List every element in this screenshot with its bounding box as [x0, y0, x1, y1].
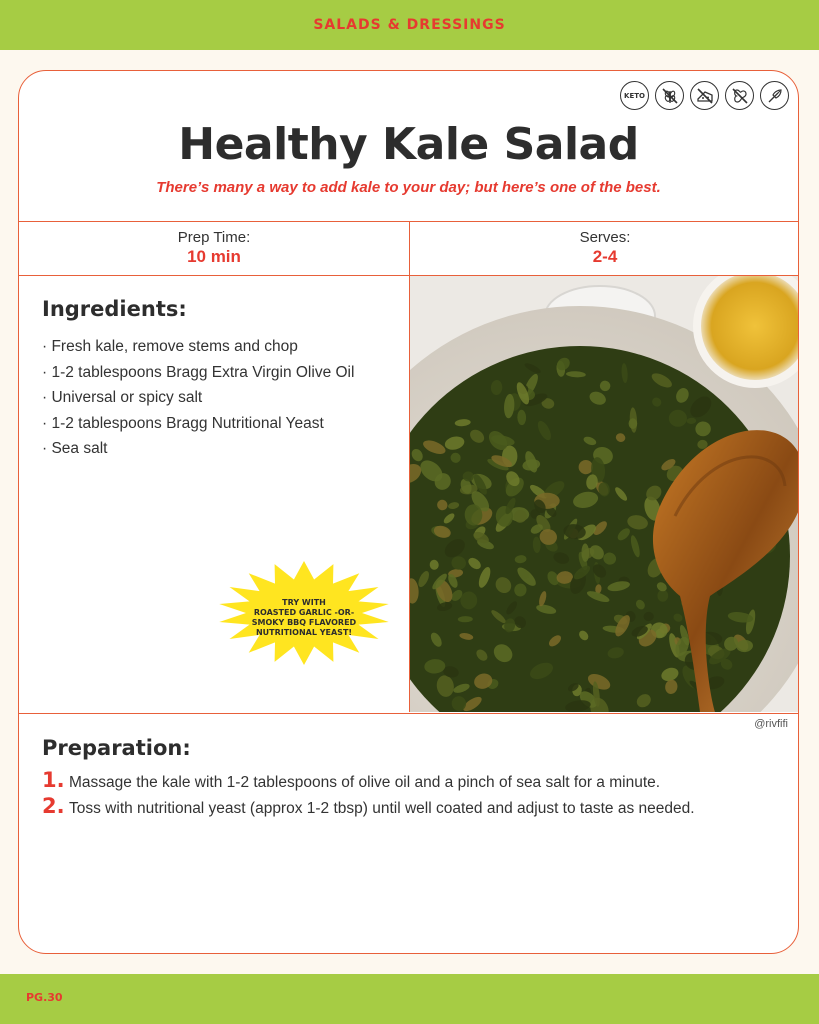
- tip-line: TRY WITH: [282, 598, 326, 607]
- recipe-subtitle: There’s many a way to add kale to your day; but here’s one of the best.: [156, 179, 661, 196]
- footer-band: [0, 974, 819, 1024]
- diet-icons: [620, 81, 789, 110]
- ingredient-item: · Fresh kale, remove stems and chop: [42, 338, 298, 355]
- peanut-free-icon: [725, 81, 754, 110]
- prep-time-label: Prep Time:: [177, 229, 251, 246]
- keto-label: KETO: [624, 91, 645, 100]
- ingredient-item: · 1-2 tablespoons Bragg Nutritional Yeast: [42, 414, 324, 432]
- ingredient-item: · Sea salt: [42, 440, 108, 457]
- recipe-title: Healthy Kale Salad: [178, 119, 639, 170]
- tip-line: SMOKY BBQ FLAVORED: [251, 618, 357, 627]
- prep-time: [19, 229, 409, 267]
- preparation-heading: Preparation:: [42, 736, 191, 760]
- prep-step: [42, 794, 695, 818]
- photo-credit: @rivfifi: [754, 718, 788, 730]
- gluten-free-icon: [655, 81, 684, 110]
- step-number: 2.: [42, 794, 65, 818]
- vegan-icon: [760, 81, 789, 110]
- kale-salad-photo: [410, 276, 799, 712]
- ingredients-heading: Ingredients:: [42, 297, 187, 321]
- keto-icon: [620, 81, 649, 110]
- ingredient-item: · Universal or spicy salt: [42, 389, 203, 406]
- tip-text: [215, 598, 393, 638]
- prep-step: [42, 768, 660, 792]
- prep-time-value: 10 min: [187, 247, 241, 266]
- serves-label: Serves:: [579, 229, 631, 246]
- ingredient-item: · 1-2 tablespoons Bragg Extra Virgin Olive Oil: [42, 363, 355, 381]
- recipe-card: [18, 70, 799, 954]
- servings: [410, 229, 799, 267]
- section-title: SALADS & DRESSINGS: [313, 17, 506, 33]
- step-text: Massage the kale with 1-2 tablespoons of olive oil and a pinch of sea salt for a minute.: [69, 774, 661, 791]
- tip-line: ROASTED GARLIC -OR-: [253, 608, 355, 617]
- step-text: Toss with nutritional yeast (approx 1-2 tbsp) until well coated and adjust to taste as needed.: [69, 800, 695, 817]
- tip-line: NUTRITIONAL YEAST!: [255, 628, 353, 637]
- ingredients-list: [42, 334, 354, 462]
- dairy-free-icon: [690, 81, 719, 110]
- serves-value: 2-4: [592, 247, 618, 266]
- divider-bottom: [19, 713, 798, 714]
- page-number: PG.30: [26, 991, 63, 1004]
- header-band: [0, 0, 819, 50]
- step-number: 1.: [42, 768, 65, 792]
